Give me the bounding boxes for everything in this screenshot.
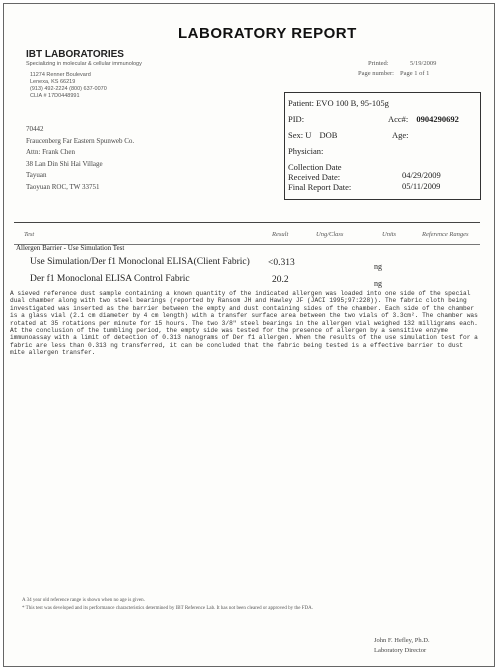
- divider-top: [14, 222, 480, 223]
- sex-dob-field: [288, 130, 337, 140]
- collection-date-label: Collection Date: [288, 162, 342, 172]
- signatory-title: Laboratory Director: [374, 647, 427, 654]
- lab-name: IBT LABORATORIES: [26, 49, 124, 60]
- client-attention: Attn: Frank Chen: [26, 148, 75, 156]
- pid-label: PID:: [288, 114, 305, 124]
- printed-label: Printed:: [368, 60, 389, 67]
- client-address: [26, 124, 134, 193]
- footnote: * This test was developed and its performance characteristics determined by IBT Reference Lab. It has not been cleared or approved by the FDA.: [22, 606, 313, 611]
- received-date-label: Received Date:: [288, 172, 341, 182]
- patient-field: [288, 98, 389, 108]
- client-street: 38 Lan Din Shi Hai Village: [26, 159, 103, 168]
- final-report-date-value: 05/11/2009: [402, 181, 441, 191]
- footnote: A 34 year old reference range is shown when no age is given.: [22, 598, 145, 603]
- physician-label: Physician:: [288, 146, 324, 156]
- result-row-label: Der f1 Monoclonal ELISA Control Fabric: [30, 274, 190, 284]
- lab-address-line: (913) 492-2224 (800) 637-0070: [30, 86, 107, 92]
- client-city: Tayuan: [26, 171, 47, 179]
- acc-label: Acc#:: [388, 114, 409, 124]
- result-row-units: ng: [374, 262, 382, 271]
- signatory-name: John F. Hefley, Ph.D.: [374, 637, 430, 644]
- client-company: Fraucenberg Far Eastern Spunweb Co.: [26, 136, 135, 145]
- sex-label: Sex: U: [288, 130, 312, 140]
- client-country: Taoyuan ROC, TW 33751: [26, 182, 100, 191]
- lab-address-line: 11274 Renner Boulevard: [30, 72, 91, 78]
- lab-tagline: Specializing in molecular & cellular immunology: [26, 61, 142, 67]
- column-header-result: Result: [272, 231, 289, 238]
- page-number-value: Page 1 of 1: [400, 70, 430, 77]
- result-row-value: <0.313: [268, 258, 295, 268]
- acc-field: [388, 114, 459, 124]
- acc-value: 0904290692: [416, 114, 459, 124]
- patient-value: EVO 100 B, 95-105g: [316, 98, 389, 108]
- column-header-test: Test: [24, 231, 35, 238]
- methodology-paragraph: A sieved reference dust sample containing a known quantity of the indicated allergen was loaded into one side of the special dual chamber along with two steel bearings (reported by Ransom JH and Hawley JF (JACI 1995;97:228)). The fabric cloth being investigated was inserted as the barrier between the empty and dust containing sides of the chamber. Each side of the chamber is a glass vial (2.1 cm diameter by 4 cm length) with a transfer surface area between the two vials of 3.3cm². The chamber was rotated at 35 rotations per minute for 15 hours. The two 3/8" steel bearings in the allergen vial weighed 132 milligrams each. At the conclusion of the tumbling period, the empty side was tested for the presence of allergen by a sensitive enzyme immunoassay with a limit of detection of 0.313 nanograms of Der f1 allergen. When the results of the use simulation test for a fabric are less than 0.313 ng transferred, it can be concluded that the fabric being tested is a effective barrier to dust mite allergen transfer.: [10, 290, 478, 357]
- report-title: LABORATORY REPORT: [178, 25, 357, 42]
- printed-date: 5/19/2009: [410, 60, 437, 67]
- result-row-label: Use Simulation/Der f1 Monoclonal ELISA(Client Fabric): [30, 257, 250, 267]
- result-row-units: ng: [374, 279, 382, 288]
- age-label: Age:: [392, 130, 409, 140]
- lab-address-line: Lenexa, KS 66219: [30, 79, 76, 85]
- section-title: Allergen Barrier - Use Simulation Test: [16, 244, 125, 252]
- dob-label: DOB: [319, 130, 338, 140]
- column-header-reference-ranges: Reference Ranges: [422, 231, 469, 238]
- patient-label: Patient:: [288, 98, 314, 108]
- client-account: 70442: [26, 125, 44, 133]
- lab-address: [30, 72, 107, 100]
- column-header-ung-class: Ung/Class: [316, 231, 344, 238]
- column-header-units: Units: [382, 231, 397, 238]
- received-date-value: 04/29/2009: [402, 170, 441, 180]
- lab-clia: CLIA # 17D0448991: [30, 93, 80, 99]
- final-report-date-label: Final Report Date:: [288, 182, 352, 192]
- page-number-label: Page number:: [358, 70, 394, 77]
- result-row-value: 20.2: [272, 275, 289, 285]
